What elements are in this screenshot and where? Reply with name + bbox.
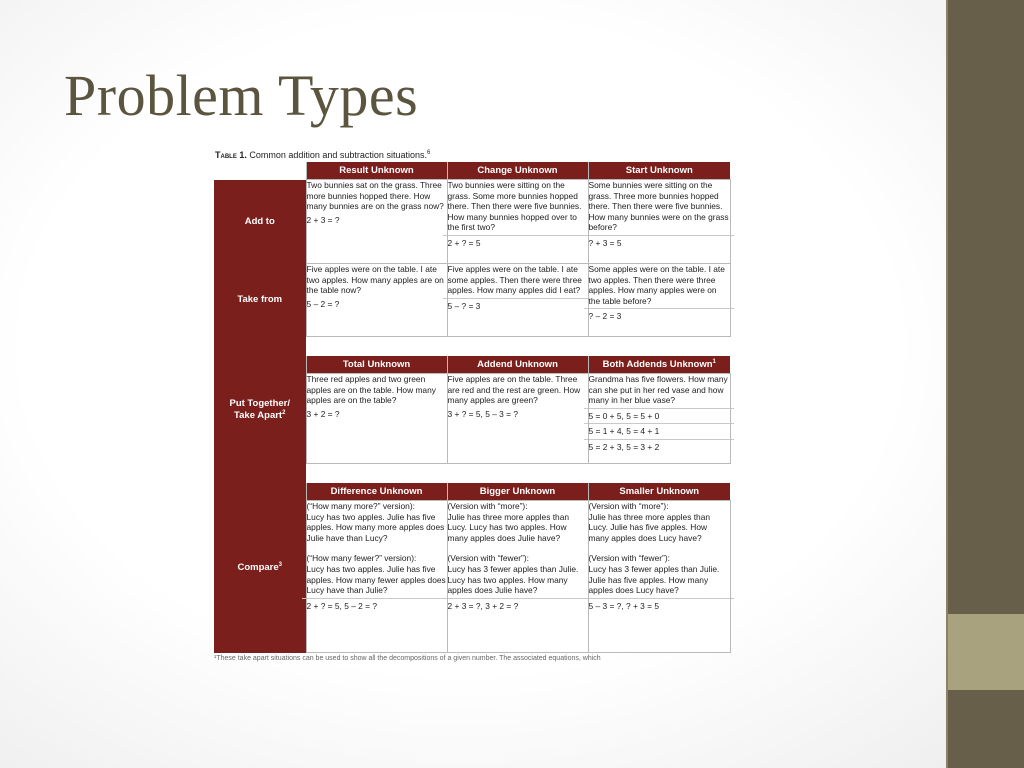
table-footnote: ¹These take apart situations can be used to show all the decompositions of a given number. The associated equations, which bbox=[214, 655, 601, 662]
column-header: Result Unknown bbox=[306, 162, 447, 180]
column-header: Difference Unknown bbox=[306, 483, 447, 501]
table-cell: Some apples were on the table. I ate two apples. Then there were three apples. How many apples were on the table before? ? – 2 = 3 bbox=[588, 264, 730, 337]
table-cell: Some bunnies were sitting on the grass. Three more bunnies hopped there. Then there were five bunnies. How many bunnies were on the grass before? ? + 3 = 5 bbox=[588, 180, 730, 264]
header-row bbox=[214, 483, 730, 501]
table-cell: Five apples were on the table. I ate some apples. Then there were three apples. How many apples did I eat? 5 – ? = 3 bbox=[447, 264, 588, 337]
table-cell: Three red apples and two green apples are on the table. How many apples are on the table? 3 + 2 = ? bbox=[306, 374, 447, 464]
row-label: Put Together/ Take Apart$^2$ bbox=[214, 356, 306, 464]
sidebar-accent-block bbox=[948, 614, 1024, 690]
table-cell: Five apples were on the table. I ate two apples. How many apples are on the table now? 5 – 2 = ? bbox=[306, 264, 447, 337]
column-header: Start Unknown bbox=[588, 162, 730, 180]
column-header: Smaller Unknown bbox=[588, 483, 730, 501]
column-header: Bigger Unknown bbox=[447, 483, 588, 501]
table-caption: Table 1. Common addition and subtraction situations.$^6$ bbox=[215, 150, 431, 160]
header-row bbox=[214, 162, 730, 180]
slide-title: Problem Types bbox=[64, 63, 419, 128]
column-header: Change Unknown bbox=[447, 162, 588, 180]
table-cell: Grandma has five flowers. How many can she put in her red vase and how many in her blue vase? 5 = 0 + 5, 5 = 5 + 0 5 = 1 + 4, 5 = 4 + 1 5 = 2 + 3, 5 = 3 + 2 bbox=[588, 374, 730, 464]
table-row bbox=[214, 264, 730, 337]
problem-types-table-image bbox=[214, 148, 734, 675]
table-cell: (Version with “more”): Julie has three more apples than Lucy. Lucy has two apples. How many apples does Julie have? (Version with “fewer”): Lucy has 3 fewer apples than Julie. Lucy has two apples. How many apples does Julie have? 2 + 3 = ?, 3 + 2 = ? bbox=[447, 501, 588, 653]
row-label: Take from bbox=[214, 264, 306, 337]
header-row bbox=[214, 356, 730, 374]
section-spacer bbox=[214, 337, 730, 357]
row-label: Add to bbox=[214, 180, 306, 264]
table-row bbox=[214, 180, 730, 264]
table-cell: Five apples are on the table. Three are red and the rest are green. How many apples are green? 3 + ? = 5, 5 – 3 = ? bbox=[447, 374, 588, 464]
table-cell: (“How many more?” version): Lucy has two apples. Julie has five apples. How many more apples does Julie have than Lucy? (“How many fewer?” version): Lucy has two apples. Julie has five apples. How many fewer apples does Lucy have than Julie? 2 + ? = 5, 5 – 2 = ? bbox=[306, 501, 447, 653]
row-label: Compare$^3$ bbox=[214, 483, 306, 653]
table-cell: Two bunnies were sitting on the grass. Some more bunnies hopped there. Then there were five bunnies. How many bunnies hopped over to the first two? 2 + ? = 5 bbox=[447, 180, 588, 264]
column-header: Both Addends Unknown$^1$ bbox=[588, 356, 730, 374]
column-header: Addend Unknown bbox=[447, 356, 588, 374]
table-cell: (Version with “more”): Julie has three more apples than Lucy. Julie has five apples. How many apples does Lucy have? (Version with “fewer”): Lucy has 3 fewer apples than Julie. Julie has five apples. How many apples does Lucy have? 5 – 3 = ?, ? + 3 = 5 bbox=[588, 501, 730, 653]
situations-table bbox=[214, 162, 731, 653]
section-spacer bbox=[214, 464, 730, 484]
column-header: Total Unknown bbox=[306, 356, 447, 374]
table-cell: Two bunnies sat on the grass. Three more bunnies hopped there. How many bunnies are on the grass now? 2 + 3 = ? bbox=[306, 180, 447, 264]
